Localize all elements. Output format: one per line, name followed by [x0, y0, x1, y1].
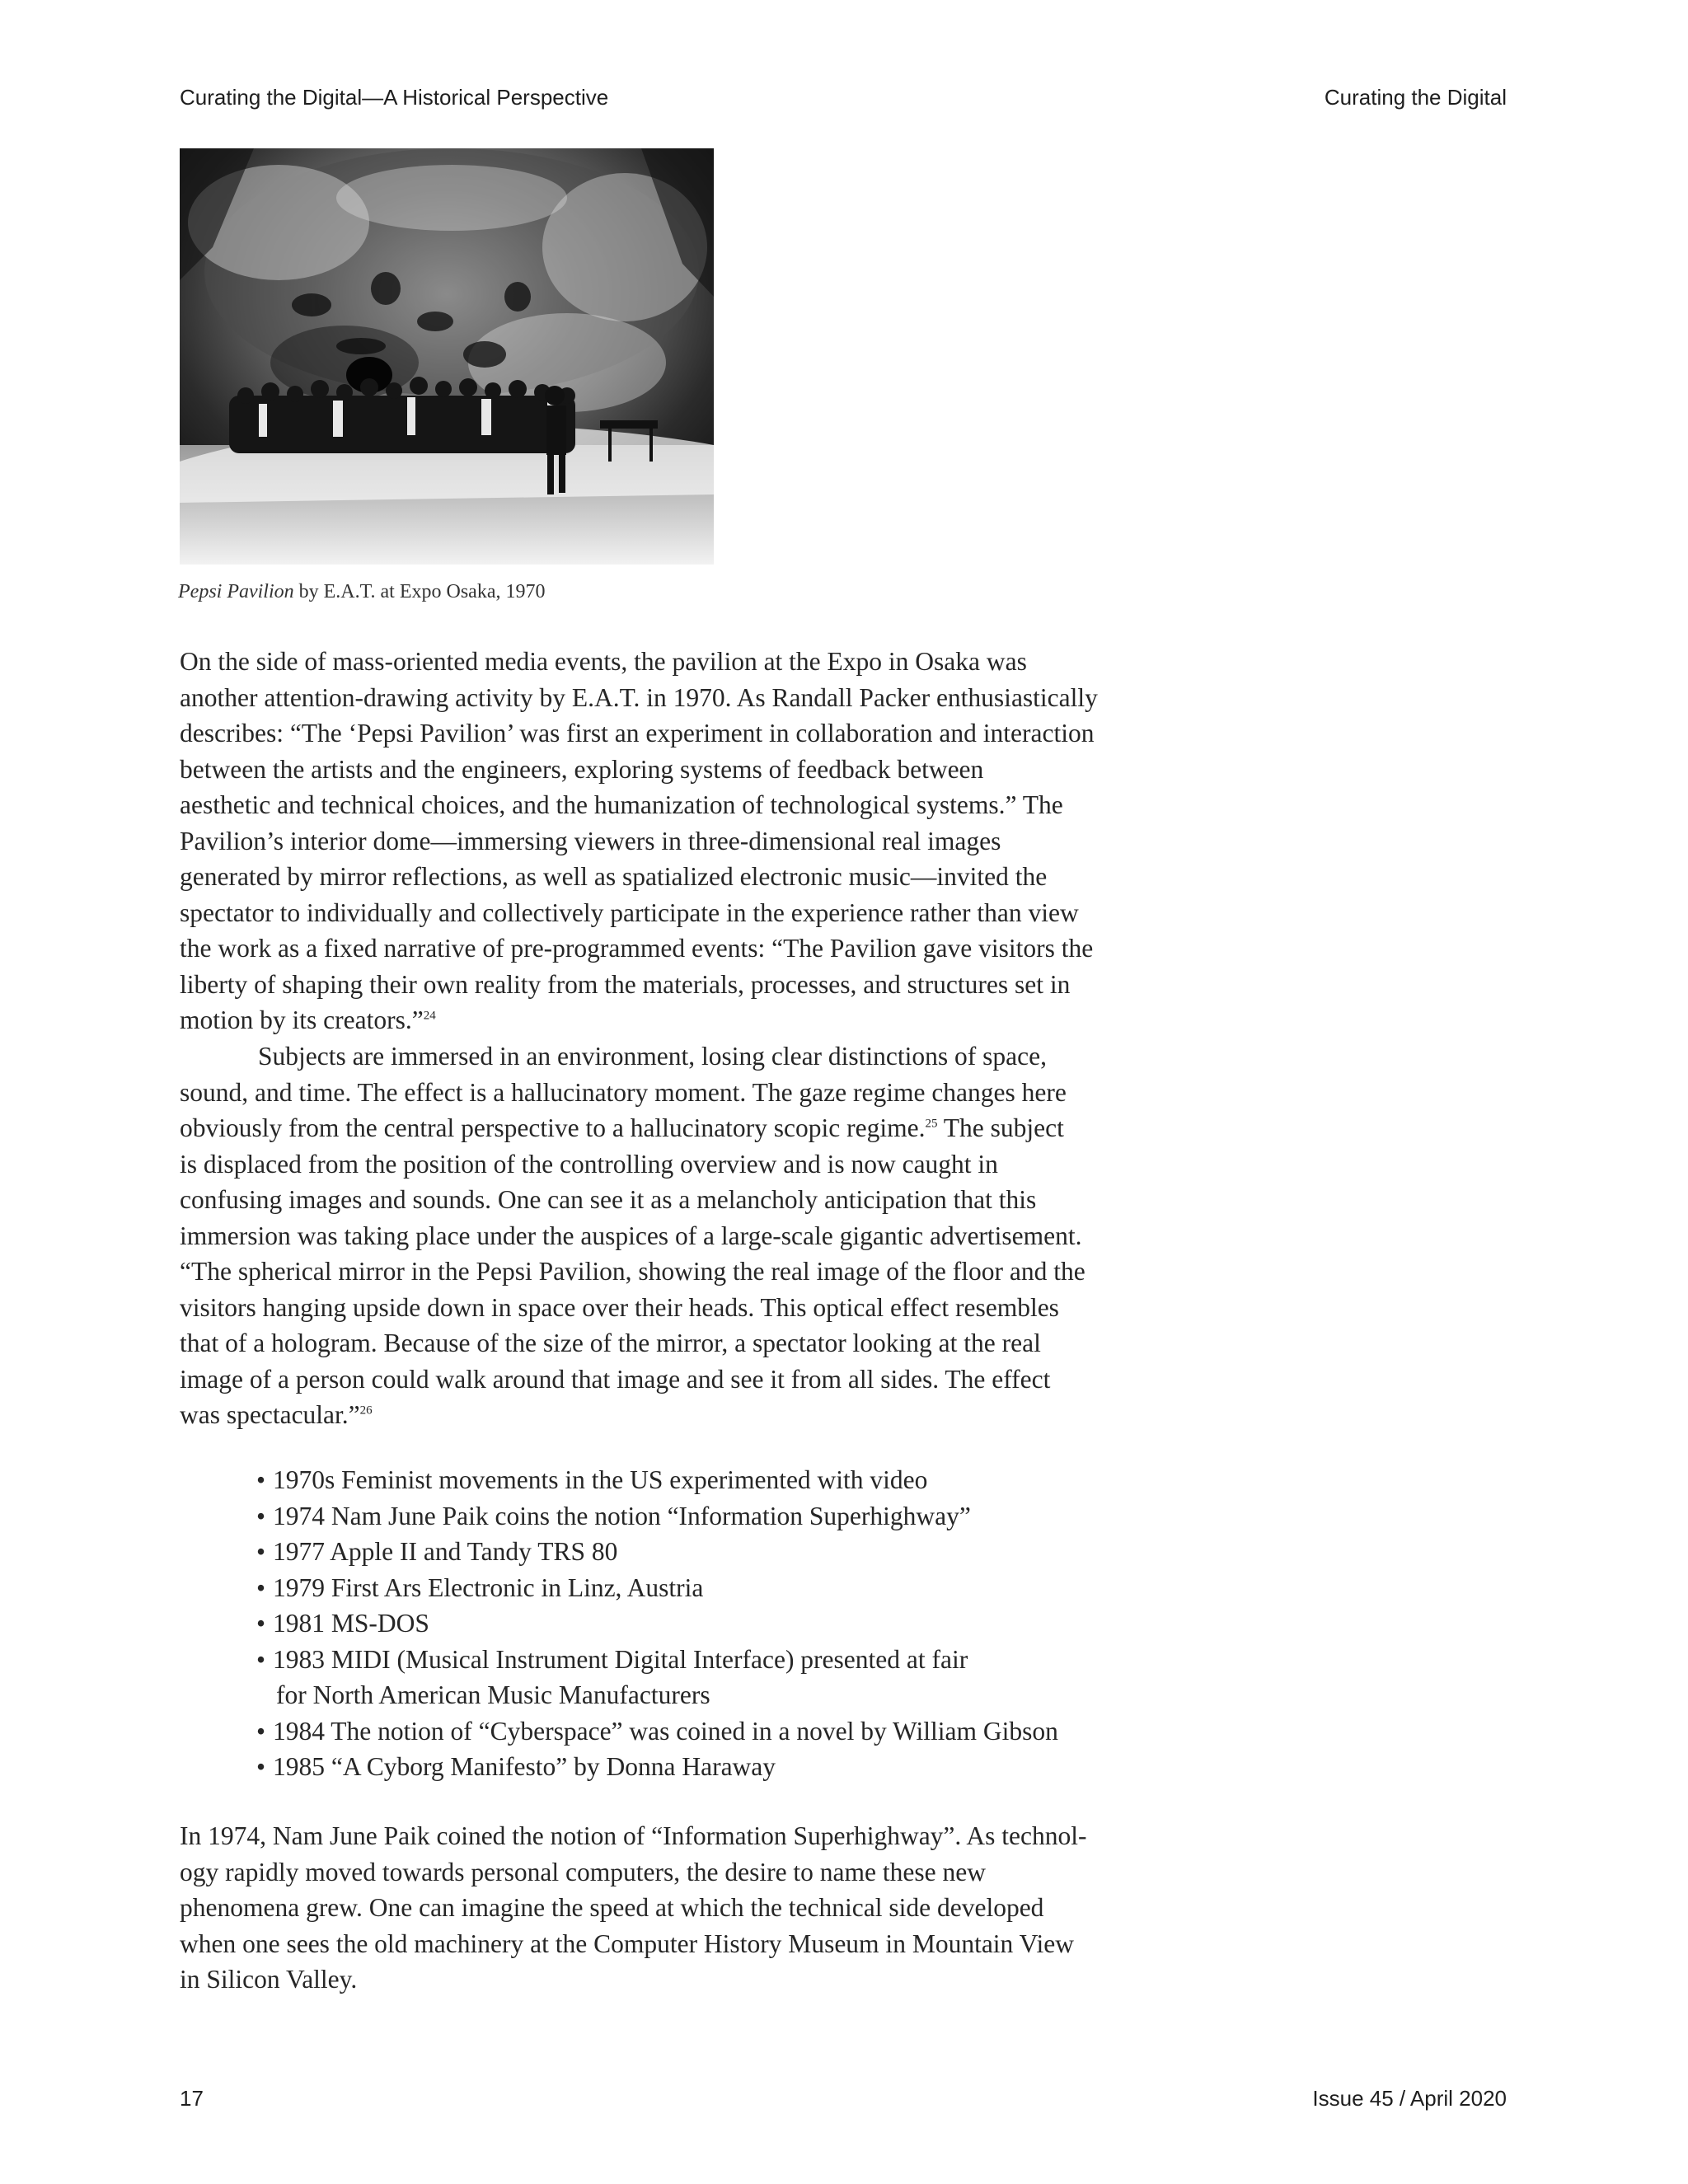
- running-head-left: Curating the Digital—A Historical Perspective: [180, 85, 609, 110]
- bullet: •: [256, 1644, 266, 1674]
- timeline-item-text: 1983 MIDI (Musical Instrument Digital Interface) presented at fair: [273, 1644, 968, 1674]
- text-line: [180, 1002, 1193, 1038]
- running-head-right: Curating the Digital: [1324, 85, 1507, 110]
- timeline-item-text: 1984 The notion of “Cyberspace” was coined in a novel by William Gibson: [273, 1716, 1058, 1746]
- text-line: between the artists and the engineers, exploring systems of feedback between: [180, 754, 984, 784]
- text-line: ogy rapidly moved towards personal computers, the desire to name these new: [180, 1857, 986, 1886]
- text-fragment: was spectacular.”: [180, 1400, 360, 1429]
- timeline-item-text: 1979 First Ars Electronic in Linz, Austria: [273, 1572, 704, 1602]
- text-line: describes: “The ‘Pepsi Pavilion’ was first an experiment in collaboration and interaction: [180, 719, 1095, 748]
- timeline-list: [256, 1462, 1058, 1785]
- timeline-item-text: 1985 “A Cyborg Manifesto” by Donna Haraway: [273, 1752, 776, 1781]
- footnote-ref-26[interactable]: 26: [359, 1404, 373, 1418]
- text-line: Subjects are immersed in an environment, losing clear distinctions of space,: [258, 1042, 1047, 1071]
- text-line: when one sees the old machinery at the Computer History Museum in Mountain View: [180, 1929, 1074, 1958]
- text-line: liberty of shaping their own reality from the materials, processes, and structures set in: [180, 969, 1071, 999]
- timeline-item: [256, 1605, 1058, 1642]
- text-line: visitors hanging upside down in space over their heads. This optical effect resembles: [180, 1292, 1059, 1322]
- timeline-item-text: 1970s Feminist movements in the US experimented with video: [273, 1465, 928, 1494]
- text-line: “The spherical mirror in the Pepsi Pavilion, showing the real image of the floor and the: [180, 1257, 1085, 1286]
- footnote-ref-24[interactable]: 24: [423, 1009, 436, 1023]
- text-fragment: The subject: [937, 1113, 1064, 1142]
- text-line: immersion was taking place under the auspices of a large-scale gigantic advertisement.: [180, 1221, 1082, 1250]
- text-line: Pavilion’s interior dome—immersing viewers in three-dimensional real images: [180, 826, 1001, 855]
- timeline-item: [256, 1498, 1058, 1535]
- caption-credit: by E.A.T. at Expo Osaka, 1970: [293, 581, 546, 602]
- timeline-item-text: 1981 MS-DOS: [273, 1609, 429, 1638]
- text-line: In 1974, Nam June Paik coined the notion of “Information Superhighway”. As technol-: [180, 1821, 1087, 1850]
- timeline-item: [256, 1534, 1058, 1570]
- bullet: •: [256, 1609, 266, 1638]
- paragraph-information-superhighway: [180, 1818, 1193, 1998]
- text-line: [180, 1397, 1193, 1433]
- text-line: confusing images and sounds. One can see it as a melancholy anticipation that this: [180, 1185, 1037, 1214]
- paragraph-pepsi-pavilion: [180, 644, 1193, 1038]
- text-line: in Silicon Valley.: [180, 1965, 358, 1994]
- issue-info: Issue 45 / April 2020: [1312, 2086, 1507, 2111]
- text-line: [180, 1110, 1193, 1146]
- pepsi-pavilion-photo: [180, 148, 714, 565]
- text-line: that of a hologram. Because of the size of the mirror, a spectator looking at the real: [180, 1329, 1041, 1357]
- bullet: •: [256, 1752, 266, 1781]
- timeline-item-text: 1974 Nam June Paik coins the notion “Information Superhighway”: [273, 1501, 971, 1530]
- timeline-item-text: 1977 Apple II and Tandy TRS 80: [273, 1537, 618, 1566]
- timeline-item: [256, 1749, 1058, 1785]
- timeline-item: [256, 1462, 1058, 1498]
- text-line: the work as a fixed narrative of pre-programmed events: “The Pavilion gave visitors the: [180, 934, 1094, 963]
- text-line: image of a person could walk around that image and see it from all sides. The effect: [180, 1364, 1051, 1394]
- figure-caption: [178, 579, 545, 604]
- text-line: is displaced from the position of the controlling overview and is now caught in: [180, 1149, 998, 1179]
- bullet: •: [256, 1572, 266, 1602]
- bullet: •: [256, 1537, 266, 1566]
- text-line: aesthetic and technical choices, and the humanization of technological systems.” The: [180, 790, 1063, 819]
- text-line: sound, and time. The effect is a hallucinatory moment. The gaze regime changes here: [180, 1077, 1067, 1107]
- text-line: phenomena grew. One can imagine the speed at which the technical side developed: [180, 1893, 1044, 1922]
- timeline-item: [256, 1713, 1058, 1750]
- timeline-item: [256, 1642, 1058, 1713]
- page-number: 17: [180, 2086, 204, 2111]
- text-fragment: motion by its creators.”: [180, 1005, 424, 1034]
- text-line: another attention-drawing activity by E.A.T. in 1970. As Randall Packer enthusiastically: [180, 682, 1098, 712]
- text-line: spectator to individually and collectively participate in the experience rather than view: [180, 898, 1079, 927]
- bullet: •: [256, 1501, 266, 1530]
- paragraph-immersion: [180, 1038, 1193, 1433]
- bullet: •: [256, 1465, 266, 1494]
- timeline-item-continuation: for North American Music Manufacturers: [276, 1680, 710, 1709]
- footnote-ref-25[interactable]: 25: [925, 1117, 938, 1131]
- caption-title: Pepsi Pavilion: [178, 581, 294, 602]
- text-line: generated by mirror reflections, as well as spatialized electronic music—invited the: [180, 862, 1048, 891]
- text-line: On the side of mass-oriented media events, the pavilion at the Expo in Osaka was: [180, 647, 1027, 676]
- text-fragment: obviously from the central perspective to a hallucinatory scopic regime.: [180, 1113, 926, 1142]
- bullet: •: [256, 1716, 266, 1746]
- timeline-item: [256, 1570, 1058, 1606]
